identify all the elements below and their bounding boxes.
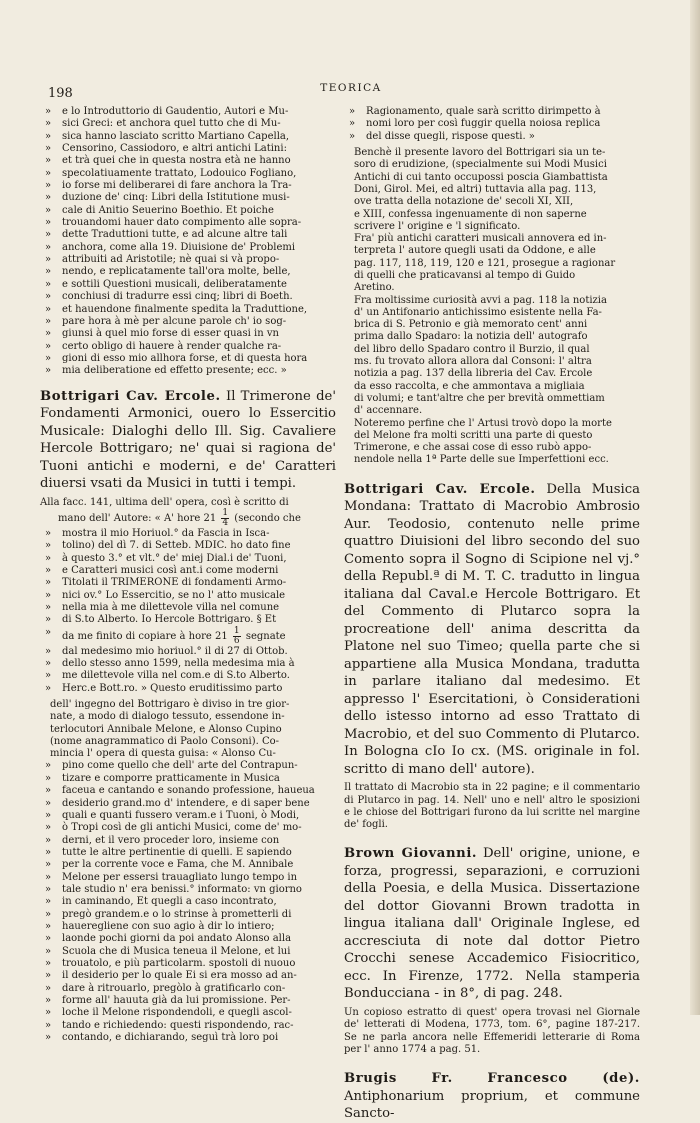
- text-line: » et hauendone finalmente spedita la Traduttione,: [40, 304, 336, 316]
- entry-commentary: [40, 699, 336, 760]
- text-line: » Titolati il TRIMERONE di fondamenti Armo-: [40, 577, 336, 589]
- entry-heading: [344, 481, 640, 779]
- text-line: Doni, Girol. Mei, ed altri) tuttavia alla pag. 113,: [354, 183, 597, 195]
- text-line: da esso raccolta, e che ammontava a migliaia: [354, 380, 585, 392]
- text-line: » specolatiuamente trattato, Lodouico Fogliano,: [40, 168, 336, 180]
- text-line: terpreta l' autore quegli usati da Oddone, e alle: [354, 245, 596, 257]
- fraction: [233, 627, 241, 646]
- text-line: » e Caratteri musici così ant.i come moderni: [40, 565, 336, 577]
- bibliography-entry-brown: [344, 845, 640, 1056]
- quote-continuation: [344, 106, 640, 143]
- text-line: Trimerone, e che assai cose di esso rubò appo-: [354, 442, 592, 454]
- running-head: TEORICA: [320, 82, 382, 94]
- text-line: » tale studio n' era benissi.° informato: vn giorno: [40, 884, 336, 896]
- fraction-numerator: 1: [222, 507, 229, 518]
- text-line: » faceua e cantando e sonando professione, haueua: [40, 785, 336, 797]
- text-line: » Censorino, Cassiodoro, e altri antichi Latini:: [40, 143, 336, 155]
- text-line: ove tratta della notazione de' secoli XI, XII,: [354, 196, 574, 208]
- text-line: » conchiusi di tradurre essi cinq; libri di Boeth.: [40, 291, 336, 303]
- text-line: » laonde pochi giorni da poi andato Alonso alla: [40, 933, 336, 945]
- text-line: » trouandomi hauer dato compimento alle sopra-: [40, 217, 336, 229]
- text-line: soro di erudizione, (specialmente sui Modi Musici: [354, 159, 607, 171]
- text-line: Aretino.: [354, 282, 395, 294]
- text-line: Antichi di cui tanto occupossi poscia Giambattista: [354, 171, 608, 183]
- text-line: » nella mia à me dilettevole villa nel comune: [40, 602, 336, 614]
- text-line: prima dallo Spadaro: la notizia dell' autografo: [354, 331, 588, 343]
- text-line: » nici ov.° Lo Essercitio, se no l' atto musicale: [40, 590, 336, 602]
- text-line: » di S.to Alberto. Io Hercole Bottrigaro. § Et: [40, 614, 336, 626]
- text-line: Noteremo perfine che l' Artusi trovò dopo la morte: [354, 417, 612, 429]
- entry-note: Il trattato di Macrobio sta in 22 pagine; e il commentario di Plutarco in pag. 14. Nell' uno e nell' altro le sposizioni e le chiose del Bottrigari furono da lui scritte nel margine de' fogli.: [344, 782, 640, 831]
- text-line: » tando e richiedendo: questi rispondendo, rac-: [40, 1020, 336, 1032]
- text-line: » derni, et il vero proceder loro, insieme con: [40, 835, 336, 847]
- entry-heading: [344, 845, 640, 1003]
- text-line: » loche il Melone rispondendoli, e quegli ascol-: [40, 1007, 336, 1019]
- right-column: [344, 106, 640, 1122]
- text-line: dell' ingegno del Bottrigaro è diviso in tre gior-: [50, 698, 290, 710]
- text-line: di volumi; e tant'altre che per brevità ommettiam: [354, 392, 605, 404]
- text-line: » il desiderio per lo quale Ei si era mosso ad an-: [40, 970, 336, 982]
- text-line: » dare à ritrouarlo, pregòlo à gratificarlo con-: [40, 983, 336, 995]
- text-line: Fra' più antichi caratteri musicali annovera ed in-: [354, 233, 607, 245]
- text-line: » attribuiti ad Aristotile; nè quai si và propo-: [40, 254, 336, 266]
- text-line: » giunsi à quel mio forse di esser quasi in vn: [40, 328, 336, 340]
- text-line: » duzione de' cinq: Libri della Istitutione musi-: [40, 192, 336, 204]
- text-line: » sici Greci: et anchora quel tutto che di Mu-: [40, 118, 336, 130]
- quote-continuation: [40, 106, 336, 378]
- quote-fragment: da me finito di copiare à hore 21: [62, 630, 228, 642]
- text-line: del libro dello Spadaro contro il Burzio, il qual: [354, 343, 590, 355]
- text-line: » Herc.e Bott.ro. » Questo eruditissimo parto: [40, 683, 336, 695]
- text-line: » et trà quei che in questa nostra età ne hanno: [40, 155, 336, 167]
- fraction-denominator: 4: [222, 517, 229, 528]
- text-line: d' un Antifonario antichissimo esistente nella Fa-: [354, 306, 602, 318]
- text-line: nendole nella 1ª Parte delle sue Imperfettioni ecc.: [354, 454, 609, 466]
- entry-heading: [344, 1070, 640, 1123]
- note-line: Alla facc. 141, ultima dell' opera, così è scritto di: [40, 496, 289, 508]
- text-line: Benchè il presente lavoro del Bottrigari sia un te-: [354, 147, 606, 159]
- text-line: » per la corrente voce e Fama, che M. Annibale: [40, 859, 336, 871]
- entry-heading: [40, 388, 336, 493]
- text-line: » contando, e dichiarando, seguì trà loro poi: [40, 1032, 336, 1044]
- entry-author: Bottrigari Cav. Ercole.: [344, 481, 536, 497]
- text-line: ms. fu trovato allora allora dal Consoni: l' altra: [354, 356, 592, 368]
- bibliography-entry-bottrigari-musica-mondana: [344, 481, 640, 832]
- text-line: » del disse quegli, rispose questi. »: [344, 131, 640, 143]
- fraction: [221, 509, 229, 528]
- entry-note: [40, 497, 336, 528]
- quote-lines: [40, 646, 336, 695]
- fraction-numerator: 1: [233, 625, 240, 636]
- text-line: » mia deliberatione ed effetto presente; ecc. »: [40, 365, 336, 377]
- text-line: » e lo Introduttorio di Gaudentio, Autori e Mu-: [40, 106, 336, 118]
- quote-fragment: segnate: [245, 630, 286, 642]
- text-line: » e sottili Questioni musicali, deliberatamente: [40, 279, 336, 291]
- text-line: » nomi loro per così fuggir quella noiosa replica: [344, 118, 640, 130]
- entry-note: Un copioso estratto di quest' opera trovasi nel Giornale de' letterati di Modena, 1773, tom. 6°, pagine 187-217. Se ne parla ancora nelle Effemeridi letterarie di Roma per l' anno 1774 a pag. 51.: [344, 1006, 640, 1055]
- text-line: » trouatolo, e più particolarm. spostoli di nuouo: [40, 958, 336, 970]
- text-line: » pare hora à mè per alcune parole ch' io sog-: [40, 316, 336, 328]
- note-fragment: mano dell' Autore: « A' hore 21: [58, 512, 217, 524]
- text-line: » desiderio grand.mo d' intendere, e di saper bene: [40, 798, 336, 810]
- text-line: » tolino) del dì 7. di Setteb. MDIC. ho dato fine: [40, 540, 336, 552]
- text-line: » me dilettevole villa nel com.e di S.to Alberto.: [40, 670, 336, 682]
- text-line: mincia l' opera di questa guisa: « Alonso Cu-: [50, 748, 276, 760]
- text-line: » Ragionamento, quale sarà scritto dirimpetto à: [344, 106, 640, 118]
- entry-author: Brugis Fr. Francesco (de).: [344, 1071, 640, 1087]
- text-line: (nome anagrammatico di Paolo Consoni). Co-: [50, 735, 280, 747]
- text-line: » io forse mi deliberarei di fare anchora la Tra-: [40, 180, 336, 192]
- text-line: » dello stesso anno 1599, nella medesima mia à: [40, 658, 336, 670]
- page-number: 198: [48, 86, 73, 101]
- text-line: d' accennare.: [354, 405, 423, 417]
- text-line: » gioni di esso mio allhora forse, et di questa hora: [40, 353, 336, 365]
- text-line: » sica hanno lasciato scritto Martiano Capella,: [40, 131, 336, 143]
- text-line: » ò Tropi così de gli antichi Musici, come de' mo-: [40, 822, 336, 834]
- quote-lines: [40, 760, 336, 1044]
- note-line: [40, 509, 336, 528]
- fraction-denominator: 6: [233, 635, 240, 646]
- text-line: » forme all' hauuta già da lui promissione. Per-: [40, 995, 336, 1007]
- text-line: Fra moltissime curiosità avvi a pag. 118 la notizia: [354, 294, 607, 306]
- text-line: » dette Traduttioni tutte, e ad alcune altre tali: [40, 229, 336, 241]
- entry-title: Il Trimerone de' Fondamenti Armonici, ouero lo Essercitio Musicale: Dialoghi dello Ill. Sig. Cavaliere Hercole Bottrigaro; ne' quai si ragiona de' Tuoni antichi e moderni, e de' Caratteri diuersi vsati da Musici in tutti i tempi.: [40, 388, 336, 492]
- text-line: pag. 117, 118, 119, 120 e 121, prosegue a ragionar: [354, 257, 616, 269]
- quote-lines: [40, 528, 336, 627]
- note-fragment: (secondo che: [234, 512, 301, 524]
- entry-title: Della Musica Mondana: Trattato di Macrobio Ambrosio Aur. Teodosio, contenuto nelle prime quattro Diuisioni del libro secondo del suo Comento sopra il Sogno di Scipione nel vj.° della Republ.ª di M. T. C. tradutto in lingua italiana dal Caval.e Hercole Bottrigaro. Et del Commento di Plutarco sopra la procreatione dell' anima descritta da Platone nel suo Timeo; quella parte che si appartiene alla Musica Mondana, tradutta in parlare italiano dal medesimo. Et appresso l' Esercitationi, ò Considerationi dello istesso intorno ad esso Trattato di Macrobio, et del suo Commento di Plutarco. In Bologna cIo Io cx. (MS. originale in fol. scritto di mano dell' autore).: [344, 481, 640, 777]
- text-line: del Melone fra molti scritti una parte di questo: [354, 429, 593, 441]
- text-line: » cale di Anitio Seuerino Boethio. Et poiche: [40, 205, 336, 217]
- page-edge-shadow: [690, 0, 700, 1015]
- entry-author: Brown Giovanni.: [344, 846, 478, 862]
- bibliography-entry-bottrigari-trimerone: [40, 388, 336, 1045]
- text-line: di quelli che praticavansi al tempo di Guido: [354, 270, 576, 281]
- text-line: » tizare e comporre pratticamente in Musica: [40, 773, 336, 785]
- text-line: » tutte le altre pertinentie di quelli. E sapiendo: [40, 847, 336, 859]
- text-line: terlocutori Annibale Melone, e Alonso Cupino: [50, 723, 282, 735]
- quote-line: [40, 627, 336, 646]
- text-line: » Scuola che di Musica teneua il Melone, et lui: [40, 946, 336, 958]
- text-line: » dal medesimo mio horiuol.° il di 27 di Ottob.: [40, 646, 336, 658]
- text-line: » pino come quello che dell' arte del Contrapun-: [40, 760, 336, 772]
- text-line: » pregò grandem.e o lo strinse à prometterli di: [40, 909, 336, 921]
- entry-title: Dell' origine, unione, e forza, progressi, separazioni, e corruzioni della Poesia, e della Musica. Dissertazione del dottor Giovanni Brown tradotta in lingua italiana dall' Originale Inglese, ed accresciuta di note dal dottor Pietro Crocchi senese Accademico Fisiocritico, ecc. In Firenze, 1772. Nella stamperia Bonducciana - in 8°, di pag. 248.: [344, 846, 640, 1002]
- entry-title: Antiphonarium proprium, et commune Sancto-: [344, 1088, 640, 1122]
- text-line: » mostra il mio Horiuol.° da Fascia in Isca-: [40, 528, 336, 540]
- text-line: » quali e quanti fussero veram.e i Tuoni, ò Modi,: [40, 810, 336, 822]
- text-line: e XIII, confessa ingenuamente di non saperne: [354, 208, 587, 220]
- text-line: » à questo 3.° et vlt.° de' miej Dial.i de' Tuoni,: [40, 553, 336, 565]
- page-header: [48, 82, 654, 100]
- text-line: » haueregliene con suo agio à dir lo intiero;: [40, 921, 336, 933]
- text-line: nate, a modo di dialogo tessuto, essendone in-: [50, 711, 285, 723]
- text-line: brica di S. Petronio e già memorato cent' anni: [354, 319, 588, 331]
- text-line: » Melone per essersi trauagliato lungo tempo in: [40, 872, 336, 884]
- text-line: notizia a pag. 137 della libreria del Cav. Ercole: [354, 368, 593, 380]
- entry-commentary: [344, 147, 640, 467]
- text-line: scrivere l' origine e 'l significato.: [354, 220, 521, 232]
- text-line: » in caminando, Et quegli a caso incontrato,: [40, 896, 336, 908]
- bibliography-entry-brugis: [344, 1070, 640, 1123]
- text-line: » anchora, come alla 19. Diuisione de' Problemi: [40, 242, 336, 254]
- text-line: » certo obligo di hauere à render qualche ra-: [40, 341, 336, 353]
- left-column: [40, 106, 336, 1044]
- entry-author: Bottrigari Cav. Ercole.: [40, 388, 221, 404]
- text-line: » nendo, e replicatamente tall'ora molte, belle,: [40, 266, 336, 278]
- quote-lines: [40, 627, 336, 646]
